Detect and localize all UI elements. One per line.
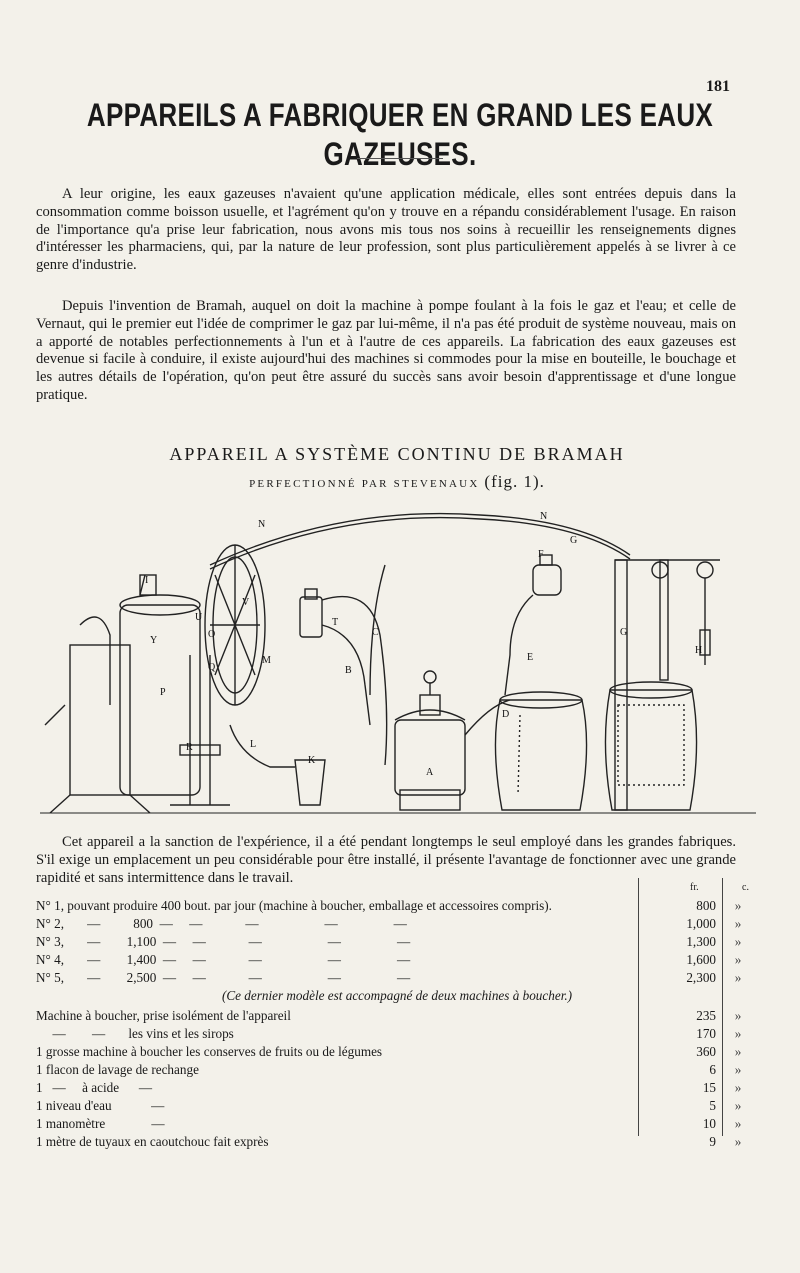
section-heading: APPAREIL A SYSTÈME CONTINU DE BRAMAH (169, 444, 625, 464)
row-desc: N° 3, — 1,100 — — — — — (36, 934, 411, 949)
table-note (36, 988, 758, 1008)
accessory-desc: 1 manomètre — (36, 1116, 165, 1131)
svg-text:F: F (538, 549, 544, 560)
accessory-row (36, 1044, 758, 1062)
row-price: 800 (696, 898, 716, 913)
accessory-price: 5 (709, 1098, 716, 1113)
price-table (36, 882, 758, 1152)
accessory-desc: 1 niveau d'eau — (36, 1098, 165, 1113)
svg-text:E: E (527, 652, 534, 663)
table-row (36, 952, 758, 970)
svg-text:M: M (262, 655, 271, 666)
accessory-row (36, 1098, 758, 1116)
table-row (36, 916, 758, 934)
section-subheading (36, 472, 758, 492)
accessory-price: 9 (709, 1134, 716, 1149)
svg-text:Y: Y (150, 635, 158, 646)
svg-text:B: B (345, 665, 352, 676)
table-row (36, 934, 758, 952)
accessory-price: 235 (696, 1008, 716, 1023)
row-centimes: » (734, 916, 742, 931)
svg-text:C: C (372, 627, 379, 638)
accessory-desc: Machine à boucher, prise isolément de l'appareil (36, 1008, 291, 1023)
svg-text:A: A (426, 767, 434, 778)
apparatus-illustration (40, 505, 756, 820)
svg-text:T: T (332, 617, 339, 628)
svg-text:K: K (308, 755, 316, 766)
subheading-text: PERFECTIONNÉ PAR STEVENAUX (249, 478, 480, 490)
accessory-row (36, 1080, 758, 1098)
accessory-desc: 1 flacon de lavage de rechange (36, 1062, 199, 1077)
svg-text:L: L (250, 739, 257, 750)
accessory-row (36, 1062, 758, 1080)
accessory-desc: 1 — à acide — (36, 1080, 153, 1095)
page-number: 181 (706, 78, 730, 95)
apparatus-engraving (40, 505, 756, 820)
svg-text:R: R (186, 742, 193, 753)
svg-text:N: N (258, 519, 266, 530)
table-row (36, 898, 758, 916)
paragraph-history: Depuis l'invention de Bramah, auquel on doit la machine à pompe foulant à la fois le gaz et l'eau; et celle de Vernaut, qui le premier eut l'idée de comprimer le gaz par lui-même, il n'a pas été produit de système nouveau, mais on a apporté de notables perfectionnements à l'un et à l'autre de ces appareils. La fabrication des eaux gazeuses est devenue si facile à conduire, il existe aujourd'hui des machines si commodes pour la mise en bouteille, le bouchage et les autres détails de l'opération, qu'on peut être assuré du succès sans avoir besoin d'apprentissage et d'une longue pratique. (36, 298, 736, 403)
accessory-row (36, 1116, 758, 1134)
table-row (36, 970, 758, 988)
svg-text:G: G (620, 627, 628, 638)
svg-text:O: O (208, 629, 216, 640)
accessory-price: 6 (709, 1062, 716, 1077)
note-text: (Ce dernier modèle est accompagné de deux machines à boucher.) (221, 988, 573, 1003)
paragraph-sanction: Cet appareil a la sanction de l'expérience, il a été pendant longtemps le seul employé dans les grandes fabriques. S'il exige un emplacement un peu considérable pour être installé, il présente l'avantage de fonctionner avec une grande rapidité et sans intermittence dans le travail. (36, 834, 736, 886)
row-desc: N° 2, — 800 — — — — — (36, 916, 407, 931)
figure-reference: (fig. 1). (484, 472, 545, 491)
accessory-centimes: » (734, 1008, 742, 1023)
page-title: APPAREILS A FABRIQUER EN GRAND LES EAUX GAZEUSES. (86, 96, 714, 173)
accessory-row (36, 1026, 758, 1044)
svg-text:V: V (242, 597, 250, 608)
row-centimes: » (734, 952, 742, 967)
svg-text:Q: Q (208, 662, 216, 673)
title-rule (357, 158, 443, 159)
accessory-row (36, 1008, 758, 1026)
accessory-price: 360 (696, 1044, 716, 1059)
accessory-price: 170 (696, 1026, 716, 1041)
row-desc: N° 5, — 2,500 — — — — — (36, 970, 411, 985)
accessory-centimes: » (734, 1116, 742, 1131)
accessory-price: 15 (702, 1080, 716, 1095)
row-price: 1,300 (686, 934, 716, 949)
accessory-desc: 1 grosse machine à boucher les conserves de fruits ou de légumes (36, 1044, 383, 1059)
svg-text:I: I (145, 575, 149, 586)
row-centimes: » (734, 898, 742, 913)
accessory-centimes: » (734, 1026, 742, 1041)
row-price: 2,300 (686, 970, 716, 985)
svg-text:N: N (540, 511, 548, 522)
accessory-row (36, 1134, 758, 1152)
accessory-centimes: » (734, 1080, 742, 1095)
unit-francs: fr. (690, 882, 699, 893)
row-centimes: » (734, 934, 742, 949)
row-desc: N° 4, — 1,400 — — — — — (36, 952, 411, 967)
unit-centimes: c. (742, 882, 749, 893)
svg-text:H: H (695, 645, 703, 656)
svg-text:U: U (195, 612, 203, 623)
svg-text:G: G (570, 535, 578, 546)
row-centimes: » (734, 970, 742, 985)
accessory-centimes: » (734, 1098, 742, 1113)
accessory-centimes: » (734, 1134, 742, 1149)
svg-text:P: P (160, 687, 166, 698)
accessory-centimes: » (734, 1062, 742, 1077)
accessory-price: 10 (702, 1116, 716, 1131)
accessory-desc: 1 mètre de tuyaux en caoutchouc fait exprès (36, 1134, 269, 1149)
paragraph-intro: A leur origine, les eaux gazeuses n'avaient qu'une application médicale, elles sont entrées depuis dans la consommation comme boisson usuelle, et l'agrément qu'on y trouve en a répandu considérablement l'usage. En raison de l'importance qu'a prise leur fabrication, nous avons mis tous nos soins à recueillir les renseignements dignes d'intéresser les pharmaciens, qui, par la nature de leur profession, sont plus particulièrement appelés à se livrer à ce genre d'industrie. (36, 186, 736, 274)
accessory-desc: — — les vins et les sirops (36, 1026, 234, 1041)
svg-text:D: D (502, 709, 510, 720)
row-price: 1,000 (686, 916, 716, 931)
row-desc: N° 1, pouvant produire 400 bout. par jour (machine à boucher, emballage et accessoires compris). (36, 898, 552, 913)
row-price: 1,600 (686, 952, 716, 967)
accessory-centimes: » (734, 1044, 742, 1059)
